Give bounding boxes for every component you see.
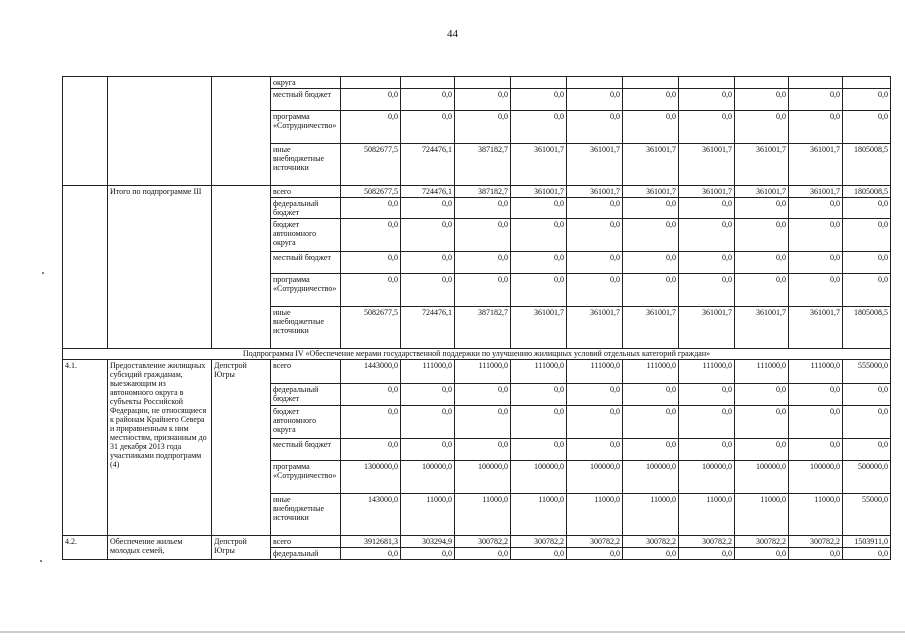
value-cell: 0,0 — [735, 548, 789, 560]
value-cell: 0,0 — [843, 198, 891, 219]
value-cell: 0,0 — [679, 274, 735, 307]
value-cell: 0,0 — [735, 198, 789, 219]
value-cell: 0,0 — [679, 384, 735, 406]
value-cell: 0,0 — [789, 274, 843, 307]
value-cell: 0,0 — [401, 89, 455, 111]
value-cell: 0,0 — [511, 384, 567, 406]
value-cell — [623, 77, 679, 89]
value-cell: 387182,7 — [455, 144, 511, 186]
value-cell: 100000,0 — [401, 461, 455, 494]
table-row — [63, 360, 891, 384]
value-cell: 0,0 — [511, 89, 567, 111]
item-responsible: Депстрой Югры — [212, 536, 271, 560]
value-cell: 300782,2 — [455, 536, 511, 548]
item-description — [108, 77, 212, 186]
table-row — [63, 186, 891, 198]
value-cell: 361001,7 — [735, 144, 789, 186]
value-cell: 361001,7 — [789, 307, 843, 349]
value-cell: 0,0 — [341, 219, 401, 252]
value-cell: 361001,7 — [735, 186, 789, 198]
table-row — [63, 77, 891, 89]
value-cell: 0,0 — [843, 439, 891, 461]
value-cell: 0,0 — [789, 384, 843, 406]
row-label: иные внебюджетные источники — [271, 144, 341, 186]
value-cell: 0,0 — [401, 384, 455, 406]
value-cell: 0,0 — [623, 548, 679, 560]
value-cell: 11000,0 — [567, 494, 623, 536]
value-cell: 0,0 — [735, 219, 789, 252]
value-cell: 0,0 — [679, 406, 735, 439]
value-cell: 3912681,3 — [341, 536, 401, 548]
row-label: иные внебюджетные источники — [271, 307, 341, 349]
scan-dot — [40, 560, 42, 562]
value-cell: 0,0 — [455, 252, 511, 274]
value-cell: 300782,2 — [789, 536, 843, 548]
value-cell: 555000,0 — [843, 360, 891, 384]
value-cell: 111000,0 — [567, 360, 623, 384]
row-label: федеральный бюджет — [271, 384, 341, 406]
value-cell: 0,0 — [511, 111, 567, 144]
value-cell — [401, 77, 455, 89]
value-cell: 0,0 — [623, 111, 679, 144]
value-cell: 100000,0 — [735, 461, 789, 494]
value-cell: 0,0 — [511, 198, 567, 219]
value-cell: 0,0 — [623, 219, 679, 252]
value-cell: 0,0 — [789, 406, 843, 439]
value-cell: 1503911,0 — [843, 536, 891, 548]
value-cell: 0,0 — [511, 219, 567, 252]
value-cell: 0,0 — [455, 111, 511, 144]
value-cell: 300782,2 — [511, 536, 567, 548]
value-cell — [679, 77, 735, 89]
value-cell: 0,0 — [679, 439, 735, 461]
value-cell: 0,0 — [679, 548, 735, 560]
value-cell: 0,0 — [401, 198, 455, 219]
value-cell: 11000,0 — [623, 494, 679, 536]
value-cell: 361001,7 — [735, 307, 789, 349]
value-cell: 0,0 — [843, 274, 891, 307]
value-cell: 111000,0 — [789, 360, 843, 384]
value-cell: 1300000,0 — [341, 461, 401, 494]
value-cell: 0,0 — [455, 274, 511, 307]
value-cell: 111000,0 — [455, 360, 511, 384]
value-cell: 0,0 — [567, 198, 623, 219]
value-cell: 361001,7 — [623, 186, 679, 198]
value-cell: 361001,7 — [789, 186, 843, 198]
value-cell: 0,0 — [511, 406, 567, 439]
row-label: программа «Сотрудничество» — [271, 274, 341, 307]
value-cell: 5082677,5 — [341, 186, 401, 198]
table-row — [63, 536, 891, 548]
value-cell: 0,0 — [455, 198, 511, 219]
value-cell: 5082677,5 — [341, 144, 401, 186]
value-cell: 361001,7 — [623, 307, 679, 349]
value-cell: 300782,2 — [623, 536, 679, 548]
value-cell: 0,0 — [455, 384, 511, 406]
value-cell: 1443000,0 — [341, 360, 401, 384]
value-cell: 0,0 — [789, 198, 843, 219]
item-description: Обеспечение жильем молодых семей, — [108, 536, 212, 560]
scan-edge — [0, 631, 905, 633]
value-cell: 11000,0 — [511, 494, 567, 536]
value-cell: 724476,1 — [401, 307, 455, 349]
row-label: федеральный — [271, 548, 341, 560]
value-cell: 0,0 — [735, 274, 789, 307]
value-cell: 0,0 — [735, 439, 789, 461]
row-label: федеральный бюджет — [271, 198, 341, 219]
value-cell: 300782,2 — [735, 536, 789, 548]
value-cell: 0,0 — [455, 89, 511, 111]
value-cell: 0,0 — [789, 548, 843, 560]
value-cell: 11000,0 — [455, 494, 511, 536]
value-cell: 0,0 — [511, 252, 567, 274]
value-cell: 1805008,5 — [843, 144, 891, 186]
value-cell — [843, 77, 891, 89]
value-cell: 111000,0 — [401, 360, 455, 384]
value-cell: 361001,7 — [511, 186, 567, 198]
value-cell — [341, 77, 401, 89]
value-cell: 0,0 — [843, 548, 891, 560]
value-cell: 387182,7 — [455, 186, 511, 198]
value-cell: 100000,0 — [511, 461, 567, 494]
value-cell: 143000,0 — [341, 494, 401, 536]
value-cell: 387182,7 — [455, 307, 511, 349]
item-description: Предоставление жилищных субсидий гражданам, выезжающим из автономного округа в субъекты Российской Федерации, не относящиеся к районам Крайнего Севера и приравненным к ним местностям, признанным до 31 декабря 2013 года участниками подпрограмм (4) — [108, 360, 212, 536]
value-cell: 0,0 — [567, 111, 623, 144]
value-cell: 0,0 — [679, 111, 735, 144]
value-cell: 0,0 — [567, 219, 623, 252]
row-label: всего — [271, 536, 341, 548]
row-label: бюджет автономного округа — [271, 219, 341, 252]
value-cell: 0,0 — [401, 111, 455, 144]
value-cell: 0,0 — [341, 111, 401, 144]
value-cell: 361001,7 — [511, 307, 567, 349]
item-number — [63, 77, 108, 186]
value-cell: 0,0 — [341, 548, 401, 560]
item-number: 4.2. — [63, 536, 108, 560]
value-cell: 0,0 — [455, 406, 511, 439]
value-cell: 111000,0 — [679, 360, 735, 384]
value-cell: 0,0 — [843, 384, 891, 406]
value-cell: 361001,7 — [567, 307, 623, 349]
value-cell: 361001,7 — [511, 144, 567, 186]
value-cell — [789, 77, 843, 89]
value-cell: 0,0 — [623, 198, 679, 219]
value-cell: 100000,0 — [567, 461, 623, 494]
section-title-row — [63, 349, 891, 360]
value-cell — [735, 77, 789, 89]
value-cell: 111000,0 — [623, 360, 679, 384]
value-cell: 0,0 — [789, 219, 843, 252]
row-label: местный бюджет — [271, 89, 341, 111]
row-label: программа «Сотрудничество» — [271, 111, 341, 144]
value-cell: 361001,7 — [623, 144, 679, 186]
row-label: всего — [271, 360, 341, 384]
value-cell: 0,0 — [679, 198, 735, 219]
value-cell: 0,0 — [341, 439, 401, 461]
value-cell: 0,0 — [789, 439, 843, 461]
value-cell: 361001,7 — [567, 144, 623, 186]
value-cell: 0,0 — [735, 89, 789, 111]
value-cell: 724476,1 — [401, 144, 455, 186]
value-cell: 0,0 — [567, 406, 623, 439]
value-cell: 11000,0 — [679, 494, 735, 536]
value-cell: 0,0 — [567, 384, 623, 406]
value-cell: 0,0 — [401, 219, 455, 252]
value-cell: 11000,0 — [401, 494, 455, 536]
value-cell: 724476,1 — [401, 186, 455, 198]
value-cell: 500000,0 — [843, 461, 891, 494]
value-cell: 0,0 — [843, 406, 891, 439]
value-cell: 11000,0 — [789, 494, 843, 536]
value-cell: 0,0 — [567, 548, 623, 560]
value-cell: 0,0 — [341, 252, 401, 274]
value-cell: 0,0 — [789, 111, 843, 144]
value-cell: 0,0 — [789, 89, 843, 111]
value-cell: 1805008,5 — [843, 186, 891, 198]
value-cell: 0,0 — [623, 384, 679, 406]
value-cell: 300782,2 — [679, 536, 735, 548]
value-cell: 0,0 — [843, 111, 891, 144]
value-cell: 0,0 — [341, 89, 401, 111]
value-cell: 111000,0 — [511, 360, 567, 384]
value-cell — [567, 77, 623, 89]
item-description: Итого по подпрограмме III — [108, 186, 212, 349]
row-label: иные внебюджетные источники — [271, 494, 341, 536]
value-cell: 361001,7 — [567, 186, 623, 198]
value-cell: 11000,0 — [735, 494, 789, 536]
value-cell: 361001,7 — [679, 144, 735, 186]
value-cell: 100000,0 — [789, 461, 843, 494]
value-cell: 111000,0 — [735, 360, 789, 384]
row-label: всего — [271, 186, 341, 198]
value-cell: 0,0 — [679, 89, 735, 111]
item-number: 4.1. — [63, 360, 108, 536]
value-cell: 0,0 — [511, 548, 567, 560]
value-cell: 0,0 — [843, 252, 891, 274]
value-cell: 0,0 — [567, 274, 623, 307]
value-cell: 0,0 — [401, 548, 455, 560]
value-cell: 0,0 — [455, 548, 511, 560]
value-cell — [455, 77, 511, 89]
value-cell: 0,0 — [567, 439, 623, 461]
row-label: местный бюджет — [271, 252, 341, 274]
row-label: программа «Сотрудничество» — [271, 461, 341, 494]
value-cell: 0,0 — [623, 406, 679, 439]
value-cell: 0,0 — [623, 252, 679, 274]
value-cell: 55000,0 — [843, 494, 891, 536]
table-body — [63, 77, 891, 560]
value-cell: 0,0 — [679, 219, 735, 252]
value-cell: 0,0 — [735, 111, 789, 144]
value-cell: 0,0 — [341, 274, 401, 307]
value-cell: 300782,2 — [567, 536, 623, 548]
row-label: округа — [271, 77, 341, 89]
scan-dot — [42, 272, 44, 274]
row-label: местный бюджет — [271, 439, 341, 461]
value-cell: 0,0 — [679, 252, 735, 274]
value-cell: 0,0 — [843, 89, 891, 111]
value-cell: 361001,7 — [789, 144, 843, 186]
value-cell: 0,0 — [341, 384, 401, 406]
value-cell: 0,0 — [511, 439, 567, 461]
item-number — [63, 186, 108, 349]
value-cell: 0,0 — [341, 198, 401, 219]
value-cell: 1805008,5 — [843, 307, 891, 349]
value-cell: 0,0 — [735, 384, 789, 406]
item-responsible — [212, 186, 271, 349]
page-number: 44 — [447, 28, 458, 40]
value-cell: 361001,7 — [679, 186, 735, 198]
value-cell: 5082677,5 — [341, 307, 401, 349]
value-cell: 0,0 — [341, 406, 401, 439]
value-cell: 0,0 — [789, 252, 843, 274]
value-cell: 0,0 — [623, 89, 679, 111]
value-cell: 100000,0 — [679, 461, 735, 494]
subprogram-title: Подпрограмма IV «Обеспечение мерами государственной поддержки по улучшению жилищных условий отдельных категорий граждан» — [63, 349, 891, 360]
row-label: бюджет автономного округа — [271, 406, 341, 439]
value-cell: 0,0 — [735, 406, 789, 439]
value-cell: 0,0 — [455, 219, 511, 252]
value-cell: 0,0 — [511, 274, 567, 307]
value-cell: 361001,7 — [679, 307, 735, 349]
value-cell — [511, 77, 567, 89]
value-cell: 303294,9 — [401, 536, 455, 548]
budget-table — [62, 76, 891, 560]
item-responsible — [212, 77, 271, 186]
value-cell: 0,0 — [567, 89, 623, 111]
value-cell: 0,0 — [623, 439, 679, 461]
value-cell: 0,0 — [735, 252, 789, 274]
value-cell: 0,0 — [843, 219, 891, 252]
value-cell: 100000,0 — [623, 461, 679, 494]
value-cell: 0,0 — [401, 274, 455, 307]
value-cell: 0,0 — [567, 252, 623, 274]
value-cell: 0,0 — [401, 406, 455, 439]
value-cell: 0,0 — [401, 252, 455, 274]
value-cell: 0,0 — [623, 274, 679, 307]
value-cell: 0,0 — [401, 439, 455, 461]
item-responsible: Депстрой Югры — [212, 360, 271, 536]
value-cell: 0,0 — [455, 439, 511, 461]
value-cell: 100000,0 — [455, 461, 511, 494]
